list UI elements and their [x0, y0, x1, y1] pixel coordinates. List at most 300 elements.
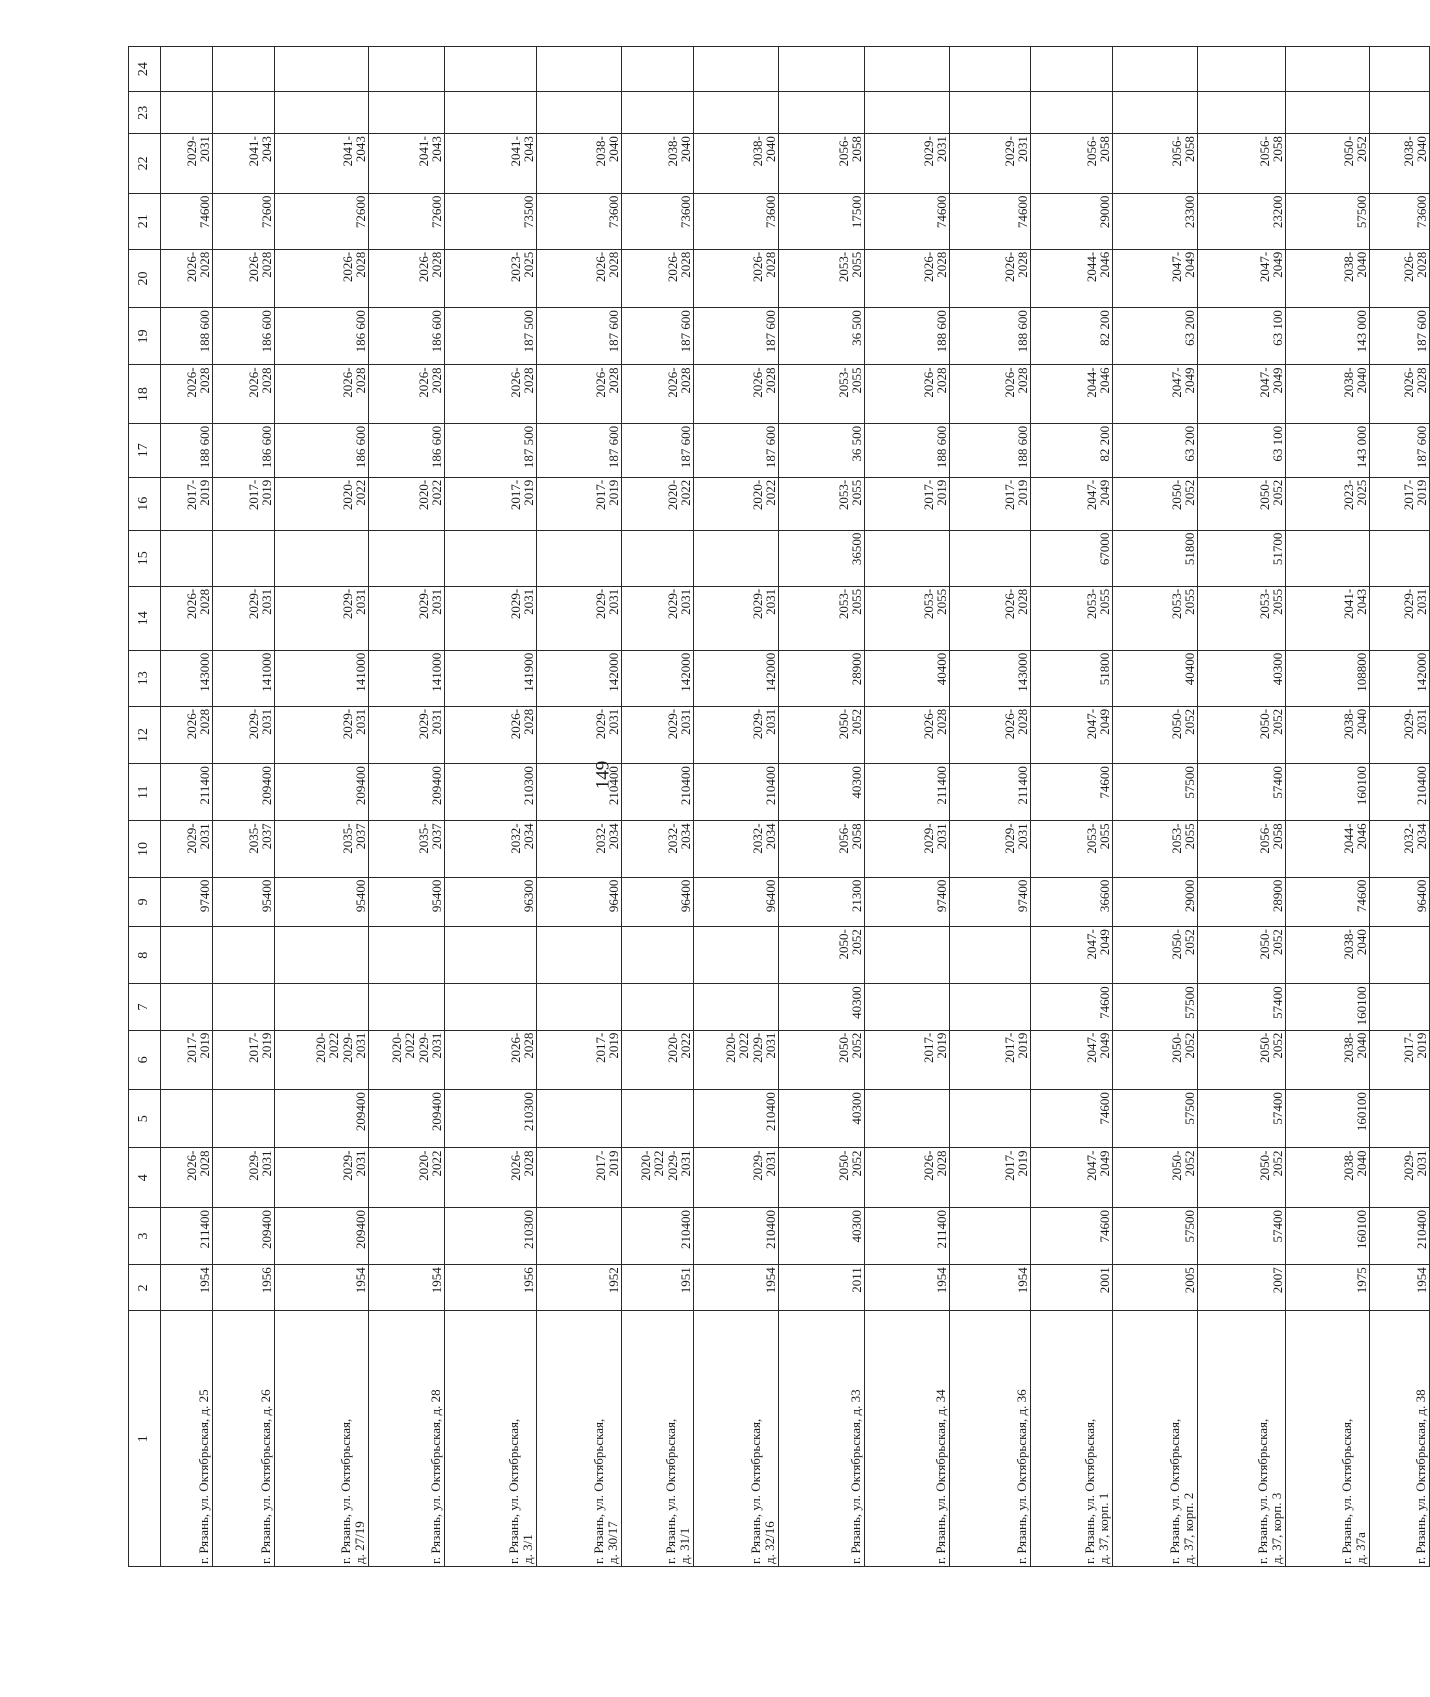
table-cell: 2020- 2022 2029- 2031 [622, 1148, 694, 1207]
table-cell [161, 1090, 213, 1148]
address-cell: г. Рязань, ул. Октябрьская, д. 26 [213, 1311, 275, 1567]
address-cell: г. Рязань, ул. Октябрьская, д. 36 [950, 1311, 1031, 1567]
table-cell: 72600 [275, 193, 369, 249]
table-row [1031, 47, 1113, 1567]
table-cell: 57500 [1113, 764, 1198, 821]
table-cell: 187 500 [445, 423, 537, 477]
table-cell [950, 47, 1031, 92]
table-cell: 95400 [275, 877, 369, 927]
table-cell: 188 600 [161, 308, 213, 365]
table-cell: 2026- 2028 [275, 365, 369, 423]
table-cell: 2053- 2055 [779, 249, 865, 307]
table-cell: 188 600 [950, 308, 1031, 365]
table-cell: 95400 [213, 877, 275, 927]
table-cell [950, 92, 1031, 134]
table-cell: 57400 [1198, 984, 1286, 1030]
table-cell: 2026- 2028 [445, 1148, 537, 1207]
table-cell: 40300 [1198, 650, 1286, 706]
table-cell: 211400 [161, 764, 213, 821]
table-cell: 2035- 2037 [213, 821, 275, 877]
table-cell: 2029- 2031 [445, 586, 537, 650]
table-cell: 2050- 2052 [779, 706, 865, 763]
address-cell: г. Рязань, ул. Октябрьская, д. 34 [865, 1311, 950, 1567]
table-cell: 160100 [1286, 1207, 1370, 1264]
table-cell: 2047- 2049 [1031, 1030, 1113, 1089]
table-cell [622, 984, 694, 1030]
table-cell: 188 600 [161, 423, 213, 477]
table-cell: 2029- 2031 [537, 706, 622, 763]
table-cell [622, 92, 694, 134]
table-cell: 210400 [537, 764, 622, 821]
table-cell [537, 1207, 622, 1264]
table-cell [622, 927, 694, 984]
table-cell: 40300 [779, 1207, 865, 1264]
table-cell: 2026- 2028 [865, 706, 950, 763]
table-cell: 186 600 [275, 423, 369, 477]
table-cell: 2050- 2052 [779, 927, 865, 984]
table-cell: 2044- 2046 [1031, 249, 1113, 307]
table-cell: 2023- 2025 [1286, 477, 1370, 530]
table-cell: 142000 [537, 650, 622, 706]
table-cell: 160100 [1286, 1090, 1370, 1148]
table-cell [779, 47, 865, 92]
table-cell: 210400 [694, 1090, 779, 1148]
table-cell: 2056- 2058 [1198, 134, 1286, 193]
table-cell: 40400 [865, 650, 950, 706]
table-cell: 57500 [1286, 193, 1370, 249]
table-cell: 2026- 2028 [445, 706, 537, 763]
table-cell: 96400 [537, 877, 622, 927]
table-cell: 2056- 2058 [1198, 821, 1286, 877]
table-cell [694, 47, 779, 92]
table-cell: 2029- 2031 [537, 586, 622, 650]
table-cell: 2017- 2019 [950, 1148, 1031, 1207]
column-number-9: 9 [129, 877, 161, 927]
table-row [779, 47, 865, 1567]
data-table [128, 46, 1430, 1567]
table-cell: 2053- 2055 [779, 365, 865, 423]
table-cell: 57500 [1113, 1207, 1198, 1264]
table-cell: 2017- 2019 [1370, 1030, 1430, 1089]
table-cell: 188 600 [865, 423, 950, 477]
table-cell [537, 984, 622, 1030]
table-cell: 2029- 2031 [213, 1148, 275, 1207]
table-cell: 142000 [694, 650, 779, 706]
table-cell: 74600 [1286, 877, 1370, 927]
column-number-4: 4 [129, 1148, 161, 1207]
table-cell: 2029- 2031 [622, 586, 694, 650]
table-cell: 2029- 2031 [275, 586, 369, 650]
column-number-1: 1 [129, 1311, 161, 1567]
table-cell: 2007 [1198, 1265, 1286, 1311]
table-row [865, 47, 950, 1567]
table-cell: 2044- 2046 [1286, 821, 1370, 877]
table-cell [213, 927, 275, 984]
table-cell: 2047- 2049 [1198, 365, 1286, 423]
table-cell: 2020- 2022 [275, 477, 369, 530]
column-number-19: 19 [129, 308, 161, 365]
table-cell: 2032- 2034 [1370, 821, 1430, 877]
table-cell: 73600 [622, 193, 694, 249]
page-number-text: 149 [592, 760, 613, 790]
address-cell: г. Рязань, ул. Октябрьская, д. 33 [779, 1311, 865, 1567]
table-cell: 2017- 2019 [445, 477, 537, 530]
address-cell: г. Рязань, ул. Октябрьская, д. 38 [1370, 1311, 1430, 1567]
table-cell [445, 984, 537, 1030]
table-cell: 1951 [622, 1265, 694, 1311]
table-cell [1370, 47, 1430, 92]
table-cell: 2053- 2055 [779, 586, 865, 650]
table-cell: 2029- 2031 [1370, 586, 1430, 650]
table-cell: 2041- 2043 [1286, 586, 1370, 650]
table-cell: 2026- 2028 [445, 365, 537, 423]
table-cell: 2017- 2019 [865, 1030, 950, 1089]
table-cell [622, 1090, 694, 1148]
table-cell: 187 600 [694, 423, 779, 477]
table-cell [369, 530, 445, 586]
table-cell: 2053- 2055 [1031, 821, 1113, 877]
table-cell: 2029- 2031 [1370, 706, 1430, 763]
table-cell: 63 100 [1198, 423, 1286, 477]
table-cell: 142000 [1370, 650, 1430, 706]
address-cell: г. Рязань, ул. Октябрьская, д. 37, корп. 2 [1113, 1311, 1198, 1567]
table-cell: 73500 [445, 193, 537, 249]
table-cell: 187 600 [622, 423, 694, 477]
table-row [369, 47, 445, 1567]
table-cell [369, 92, 445, 134]
table-cell: 2050- 2052 [1198, 1030, 1286, 1089]
table-row [1286, 47, 1370, 1567]
address-cell: г. Рязань, ул. Октябрьская, д. 3/1 [445, 1311, 537, 1567]
table-cell: 2029- 2031 [275, 1148, 369, 1207]
column-number-5: 5 [129, 1090, 161, 1148]
table-cell: 97400 [161, 877, 213, 927]
column-number-7: 7 [129, 984, 161, 1030]
table-cell: 2026- 2028 [537, 365, 622, 423]
table-cell: 97400 [865, 877, 950, 927]
table-cell [161, 984, 213, 1030]
table-cell: 2026- 2028 [950, 586, 1031, 650]
table-cell: 209400 [369, 1090, 445, 1148]
table-cell: 74600 [1031, 764, 1113, 821]
column-number-20: 20 [129, 249, 161, 307]
table-cell: 187 600 [1370, 423, 1430, 477]
table-cell [865, 984, 950, 1030]
table-cell: 2053- 2055 [1113, 586, 1198, 650]
address-cell: г. Рязань, ул. Октябрьская, д. 25 [161, 1311, 213, 1567]
table-cell: 1954 [950, 1265, 1031, 1311]
table-cell: 187 500 [445, 308, 537, 365]
table-cell: 72600 [369, 193, 445, 249]
table-cell [275, 92, 369, 134]
table-cell: 210400 [694, 1207, 779, 1264]
table-row [694, 47, 779, 1567]
table-cell: 2026- 2028 [445, 1030, 537, 1089]
table-cell: 2026- 2028 [865, 1148, 950, 1207]
table-cell [950, 1090, 1031, 1148]
table-cell: 2032- 2034 [694, 821, 779, 877]
table-cell: 210400 [694, 764, 779, 821]
table-cell: 2017- 2019 [537, 477, 622, 530]
table-cell [369, 984, 445, 1030]
table-cell [950, 984, 1031, 1030]
table-cell: 143 000 [1286, 423, 1370, 477]
table-cell: 1956 [445, 1265, 537, 1311]
table-cell: 210400 [622, 1207, 694, 1264]
table-cell: 2026- 2028 [275, 249, 369, 307]
table-cell: 72600 [213, 193, 275, 249]
table-cell [213, 1090, 275, 1148]
table-cell: 2038- 2040 [1286, 706, 1370, 763]
table-cell: 57400 [1198, 764, 1286, 821]
table-cell: 74600 [1031, 1207, 1113, 1264]
table-cell: 186 600 [369, 308, 445, 365]
table-cell: 2026- 2028 [213, 365, 275, 423]
table-cell [865, 92, 950, 134]
table-cell: 2029- 2031 [950, 821, 1031, 877]
table-cell: 141000 [213, 650, 275, 706]
column-number-11: 11 [129, 764, 161, 821]
table-cell [369, 1207, 445, 1264]
table-row [1370, 47, 1430, 1567]
table-cell [1370, 984, 1430, 1030]
table-cell [161, 47, 213, 92]
table-cell [622, 530, 694, 586]
table-cell [369, 47, 445, 92]
table-cell: 57400 [1198, 1207, 1286, 1264]
table-cell: 142000 [622, 650, 694, 706]
table-cell: 2017- 2019 [865, 477, 950, 530]
table-cell: 143 000 [1286, 308, 1370, 365]
table-cell: 2047- 2049 [1198, 249, 1286, 307]
column-number-16: 16 [129, 477, 161, 530]
table-cell: 2038- 2040 [537, 134, 622, 193]
table-row [537, 47, 622, 1567]
table-cell: 2029- 2031 [865, 821, 950, 877]
table-cell: 36 500 [779, 308, 865, 365]
table-cell: 187 600 [694, 308, 779, 365]
table-cell: 209400 [213, 1207, 275, 1264]
table-cell: 209400 [369, 764, 445, 821]
table-cell: 2020- 2022 2029- 2031 [369, 1030, 445, 1089]
table-cell: 74600 [1031, 984, 1113, 1030]
table-cell: 96300 [445, 877, 537, 927]
table-cell: 2020- 2022 2029- 2031 [694, 1030, 779, 1089]
table-cell: 51800 [1113, 530, 1198, 586]
address-cell: г. Рязань, ул. Октябрьская, д. 37, корп. 3 [1198, 1311, 1286, 1567]
table-cell [865, 530, 950, 586]
table-cell: 2020- 2022 [622, 1030, 694, 1089]
table-cell [537, 92, 622, 134]
table-cell: 40400 [1113, 650, 1198, 706]
table-cell: 2038- 2040 [1286, 365, 1370, 423]
table-cell: 160100 [1286, 984, 1370, 1030]
table-cell: 51800 [1031, 650, 1113, 706]
table-cell: 29000 [1113, 877, 1198, 927]
table-row [445, 47, 537, 1567]
table-cell: 210400 [1370, 1207, 1430, 1264]
table-cell: 2050- 2052 [1198, 706, 1286, 763]
table-cell: 2050- 2052 [779, 1148, 865, 1207]
table-cell: 2038- 2040 [1370, 134, 1430, 193]
table-cell: 97400 [950, 877, 1031, 927]
table-cell: 2056- 2058 [1113, 134, 1198, 193]
table-cell: 211400 [161, 1207, 213, 1264]
table-cell: 95400 [369, 877, 445, 927]
table-cell: 2050- 2052 [1198, 477, 1286, 530]
column-number-13: 13 [129, 650, 161, 706]
table-cell: 2026- 2028 [865, 249, 950, 307]
table-cell: 2056- 2058 [1031, 134, 1113, 193]
table-cell: 2053- 2055 [1113, 821, 1198, 877]
table-cell [694, 927, 779, 984]
table-cell: 82 200 [1031, 423, 1113, 477]
table-cell: 82 200 [1031, 308, 1113, 365]
table-cell: 74600 [865, 193, 950, 249]
table-cell [213, 92, 275, 134]
table-cell: 2050- 2052 [1113, 1030, 1198, 1089]
table-cell [369, 927, 445, 984]
table-cell [694, 984, 779, 1030]
table-cell: 1952 [537, 1265, 622, 1311]
table-cell: 2050- 2052 [1113, 477, 1198, 530]
table-cell: 2044- 2046 [1031, 365, 1113, 423]
table-cell: 1954 [369, 1265, 445, 1311]
table-cell: 2026- 2028 [161, 586, 213, 650]
address-cell: г. Рязань, ул. Октябрьская, д. 37, корп. 1 [1031, 1311, 1113, 1567]
table-cell: 188 600 [950, 423, 1031, 477]
table-cell [213, 530, 275, 586]
table-cell [1113, 47, 1198, 92]
column-number-21: 21 [129, 193, 161, 249]
table-cell: 2026- 2028 [161, 249, 213, 307]
table-cell: 96400 [694, 877, 779, 927]
table-cell [1286, 92, 1370, 134]
table-cell: 2017- 2019 [1370, 477, 1430, 530]
table-cell: 186 600 [369, 423, 445, 477]
table-cell: 2047- 2049 [1113, 249, 1198, 307]
table-cell: 1956 [213, 1265, 275, 1311]
table-cell: 210400 [1370, 764, 1430, 821]
table-cell: 209400 [275, 1207, 369, 1264]
table-cell: 23200 [1198, 193, 1286, 249]
table-cell: 2029- 2031 [275, 706, 369, 763]
table-cell: 2020- 2022 [694, 477, 779, 530]
table-cell [1370, 92, 1430, 134]
table-cell: 2026- 2028 [1370, 249, 1430, 307]
table-cell: 2029- 2031 [694, 706, 779, 763]
table-cell: 2017- 2019 [161, 1030, 213, 1089]
table-cell: 67000 [1031, 530, 1113, 586]
table-row [1198, 47, 1286, 1567]
table-cell: 143000 [161, 650, 213, 706]
column-number-10: 10 [129, 821, 161, 877]
table-cell: 2038- 2040 [622, 134, 694, 193]
table-cell: 96400 [1370, 877, 1430, 927]
table-cell: 2029- 2031 [213, 706, 275, 763]
table-cell: 210300 [445, 1207, 537, 1264]
table-cell [1031, 92, 1113, 134]
table-cell [213, 47, 275, 92]
table-cell: 160100 [1286, 764, 1370, 821]
column-number-22: 22 [129, 134, 161, 193]
table-cell [865, 47, 950, 92]
table-cell: 2047- 2049 [1031, 706, 1113, 763]
table-cell [1370, 927, 1430, 984]
table-cell: 2017- 2019 [537, 1148, 622, 1207]
table-cell: 23300 [1113, 193, 1198, 249]
table-cell: 2056- 2058 [779, 134, 865, 193]
table-cell: 141000 [275, 650, 369, 706]
address-cell: г. Рязань, ул. Октябрьская, д. 28 [369, 1311, 445, 1567]
table-cell: 2026- 2028 [213, 249, 275, 307]
column-number-24: 24 [129, 47, 161, 92]
table-cell: 211400 [865, 764, 950, 821]
table-cell: 2026- 2028 [694, 249, 779, 307]
table-cell: 2047- 2049 [1031, 1148, 1113, 1207]
table-cell [537, 927, 622, 984]
table-cell: 73600 [1370, 193, 1430, 249]
table-cell: 187 600 [622, 308, 694, 365]
header-row [129, 47, 161, 1567]
table-cell: 2041- 2043 [445, 134, 537, 193]
table-row [950, 47, 1031, 1567]
table-cell: 2026- 2028 [622, 365, 694, 423]
table-cell: 1954 [1370, 1265, 1430, 1311]
table-cell [1031, 47, 1113, 92]
table-cell: 2005 [1113, 1265, 1198, 1311]
table-cell: 209400 [275, 1090, 369, 1148]
table-cell: 63 200 [1113, 423, 1198, 477]
table-cell [694, 92, 779, 134]
table-cell [950, 1207, 1031, 1264]
table-cell: 2029- 2031 [161, 134, 213, 193]
table-cell: 21300 [779, 877, 865, 927]
table-cell: 2020- 2022 2029- 2031 [275, 1030, 369, 1089]
table-cell [694, 530, 779, 586]
column-number-14: 14 [129, 586, 161, 650]
table-cell: 2032- 2034 [537, 821, 622, 877]
table-cell: 57500 [1113, 1090, 1198, 1148]
table-cell: 186 600 [213, 423, 275, 477]
table-cell: 2026- 2028 [161, 706, 213, 763]
column-number-23: 23 [129, 92, 161, 134]
column-number-15: 15 [129, 530, 161, 586]
table-cell: 2038- 2040 [694, 134, 779, 193]
column-number-12: 12 [129, 706, 161, 763]
table-cell: 2026- 2028 [950, 706, 1031, 763]
table-cell: 209400 [275, 764, 369, 821]
table-cell: 40300 [779, 984, 865, 1030]
table-cell: 36 500 [779, 423, 865, 477]
table-cell [445, 92, 537, 134]
table-cell: 141000 [369, 650, 445, 706]
table-cell [1286, 47, 1370, 92]
table-row [213, 47, 275, 1567]
table-cell: 2026- 2028 [1370, 365, 1430, 423]
table-cell: 188 600 [865, 308, 950, 365]
table-cell [1198, 92, 1286, 134]
table-cell: 2029- 2031 [161, 821, 213, 877]
table-cell [865, 1090, 950, 1148]
table-cell: 2029- 2031 [369, 586, 445, 650]
table-cell [161, 92, 213, 134]
table-cell [1370, 1090, 1430, 1148]
table-cell: 2047- 2049 [1031, 477, 1113, 530]
table-cell [622, 47, 694, 92]
table-cell [445, 927, 537, 984]
table-cell: 73600 [694, 193, 779, 249]
